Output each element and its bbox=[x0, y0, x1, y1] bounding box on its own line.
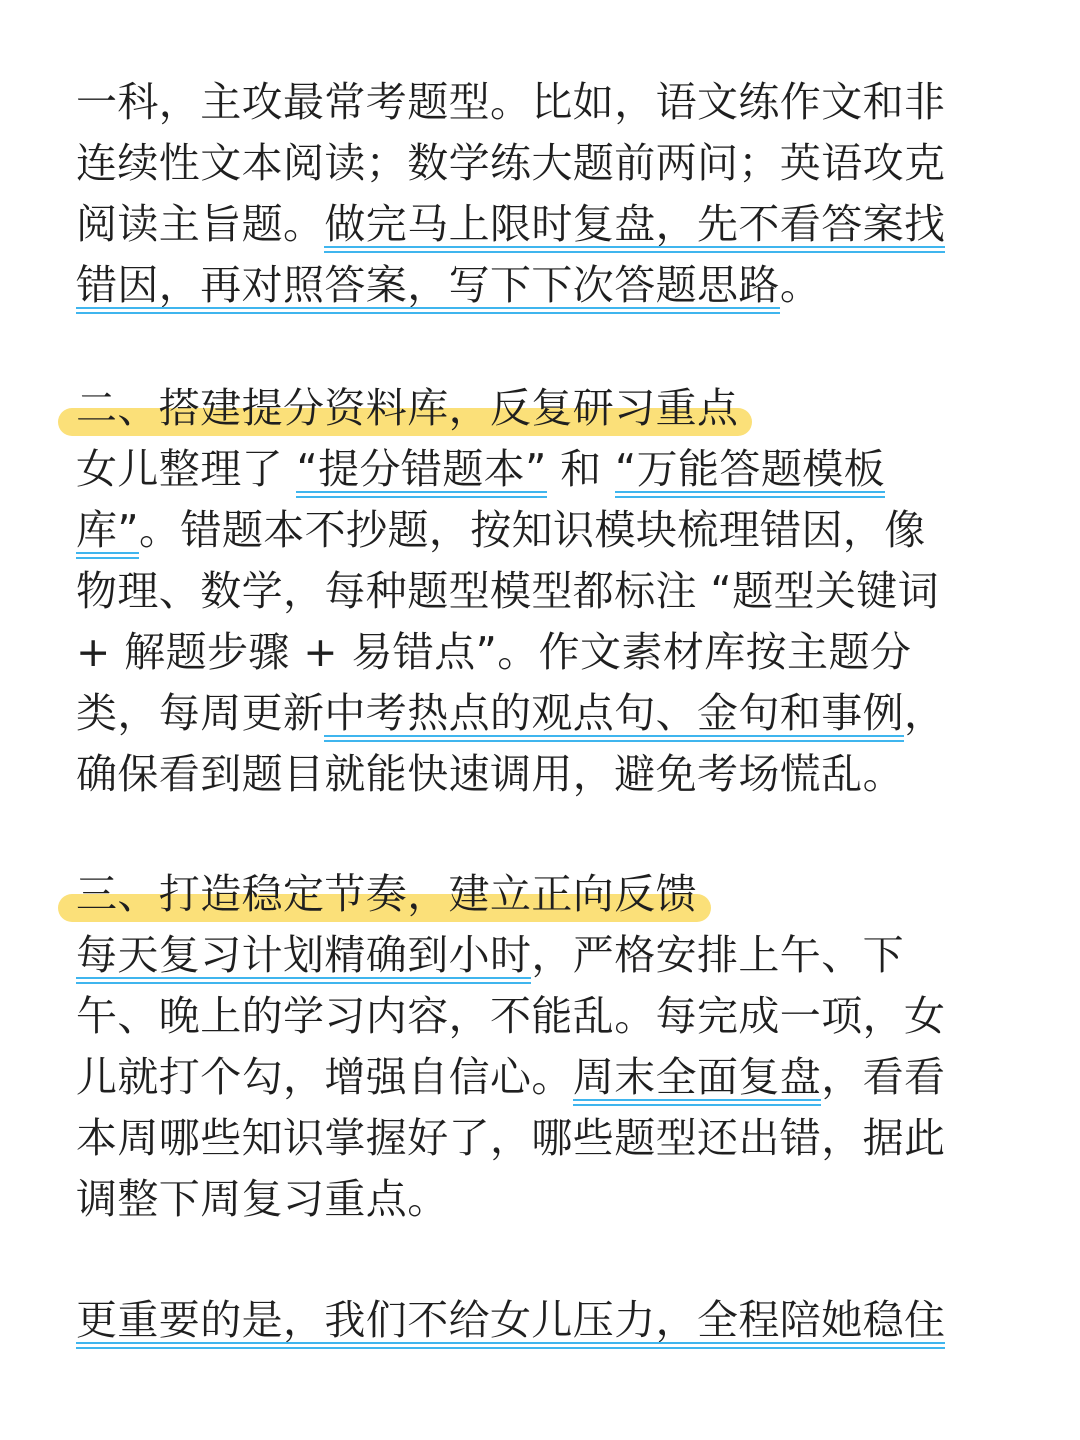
text-line bbox=[76, 925, 904, 985]
text: + 解题步骤 + 易错点”。作文素材库按主题分 bbox=[76, 628, 912, 676]
text-line bbox=[76, 72, 945, 132]
text-line bbox=[76, 622, 911, 682]
underlined-text: “提分错题本” bbox=[296, 439, 546, 499]
underlined-text: 库” bbox=[76, 500, 139, 560]
text: 和 bbox=[546, 445, 615, 493]
text: 本周哪些知识掌握好了，哪些题型还出错，据此 bbox=[76, 1114, 946, 1162]
text-line bbox=[76, 255, 821, 315]
text: ，严格安排上午、下 bbox=[531, 931, 905, 979]
text-line bbox=[76, 1169, 449, 1229]
text: 儿就打个勾，增强自信心。 bbox=[76, 1053, 573, 1101]
underlined-text: 中考热点的观点句、金句和事例 bbox=[324, 683, 904, 743]
text: 类，每周更新 bbox=[76, 689, 325, 737]
text-line bbox=[76, 986, 945, 1046]
underlined-text: 每天复习计划精确到小时 bbox=[76, 925, 531, 985]
text: 物理、数学，每种题型模型都标注 “题型关键词 bbox=[76, 567, 940, 615]
text-line bbox=[76, 500, 926, 560]
text-line bbox=[76, 561, 939, 621]
text-line bbox=[76, 1108, 945, 1168]
text: 。 bbox=[779, 261, 822, 309]
text: 。错题本不抄题，按知识模块梳理错因，像 bbox=[139, 506, 926, 554]
text: ，看看 bbox=[821, 1053, 946, 1101]
text: 午、晚上的学习内容，不能乱。每完成一项，女 bbox=[76, 992, 946, 1040]
section-heading bbox=[76, 378, 738, 438]
text: 女儿整理了 bbox=[76, 445, 297, 493]
highlighted-heading: 二、搭建提分资料库，反复研习重点 bbox=[76, 378, 738, 438]
underlined-text: 做完马上限时复盘，先不看答案找 bbox=[324, 194, 945, 254]
text: ， bbox=[904, 689, 946, 737]
underlined-text: 错因，再对照答案，写下下次答题思路 bbox=[76, 255, 780, 315]
text: 一科，主攻最常考题型。比如，语文练作文和非 bbox=[76, 78, 946, 126]
text-line bbox=[76, 439, 885, 499]
text-line bbox=[76, 683, 945, 743]
text: 调整下周复习重点。 bbox=[76, 1175, 449, 1223]
text: 确保看到题目就能快速调用，避免考场慌乱。 bbox=[76, 750, 904, 798]
text: 阅读主旨题。 bbox=[76, 200, 325, 248]
underlined-text: 更重要的是，我们不给女儿压力，全程陪她稳住 bbox=[76, 1290, 945, 1350]
underlined-text: “万能答题模板 bbox=[615, 439, 885, 499]
text-line bbox=[76, 194, 945, 254]
text-line bbox=[76, 1047, 945, 1107]
section-heading bbox=[76, 864, 697, 924]
text-line bbox=[76, 133, 945, 193]
text: 连续性文本阅读；数学练大题前两问；英语攻克 bbox=[76, 139, 946, 187]
highlighted-heading: 三、打造稳定节奏，建立正向反馈 bbox=[76, 864, 697, 924]
text-line bbox=[76, 1290, 945, 1350]
text-line bbox=[76, 744, 904, 804]
underlined-text: 周末全面复盘 bbox=[573, 1047, 821, 1107]
